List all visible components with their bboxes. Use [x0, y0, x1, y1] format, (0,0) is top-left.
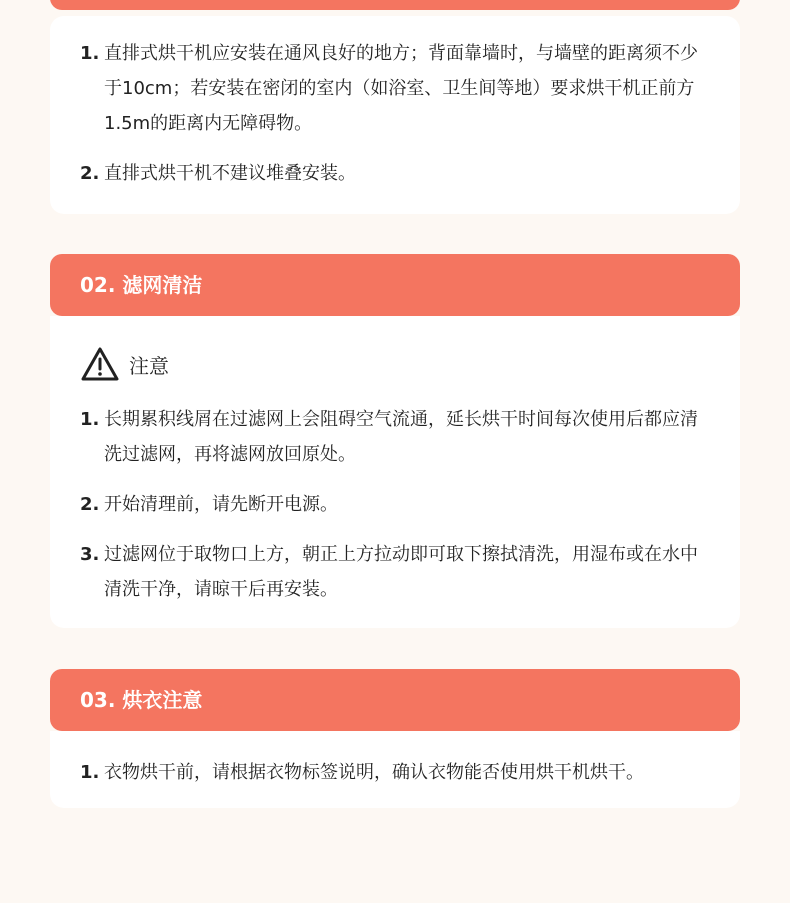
item-text: 衣物烘干前，请根据衣物标签说明，确认衣物能否使用烘干机烘干。 [104, 762, 644, 783]
section-2-list [80, 402, 720, 607]
item-number: 2. [80, 494, 100, 515]
item-text: 过滤网位于取物口上方，朝正上方拉动即可取下擦拭清洗，用湿布或在水中清洗干净，请晾干后再安装。 [104, 544, 698, 600]
list-item [80, 755, 720, 790]
list-item [80, 487, 720, 522]
item-text: 开始清理前，请先断开电源。 [104, 494, 338, 515]
item-text: 长期累积线屑在过滤网上会阻碍空气流通，延长烘干时间每次使用后都应清洗过滤网，再将滤网放回原处。 [104, 409, 698, 465]
item-number: 2. [80, 163, 100, 184]
section-1-header-bottom [50, 0, 740, 10]
item-text: 直排式烘干机应安装在通风良好的地方；背面靠墙时，与墙壁的距离须不少于10cm；若安装在密闭的室内（如浴室、卫生间等地）要求烘干机正前方1.5m的距离内无障碍物。 [104, 43, 698, 134]
list-item [80, 36, 704, 141]
section-1-list [80, 36, 720, 191]
section-2-header [50, 254, 740, 316]
warning-triangle-icon [80, 346, 120, 382]
note-heading [80, 346, 169, 382]
section-3-list [80, 755, 720, 790]
item-number: 1. [80, 762, 100, 783]
item-number: 1. [80, 409, 100, 430]
item-number: 1. [80, 43, 100, 64]
section-3-header [50, 669, 740, 731]
section-title: 03. 烘衣注意 [80, 688, 203, 712]
list-item [80, 402, 704, 472]
note-label: 注意 [129, 353, 169, 378]
list-item [80, 537, 704, 607]
section-title: 02. 滤网清洁 [80, 273, 203, 297]
item-number: 3. [80, 544, 100, 565]
list-item [80, 156, 720, 191]
item-text: 直排式烘干机不建议堆叠安装。 [104, 163, 356, 184]
